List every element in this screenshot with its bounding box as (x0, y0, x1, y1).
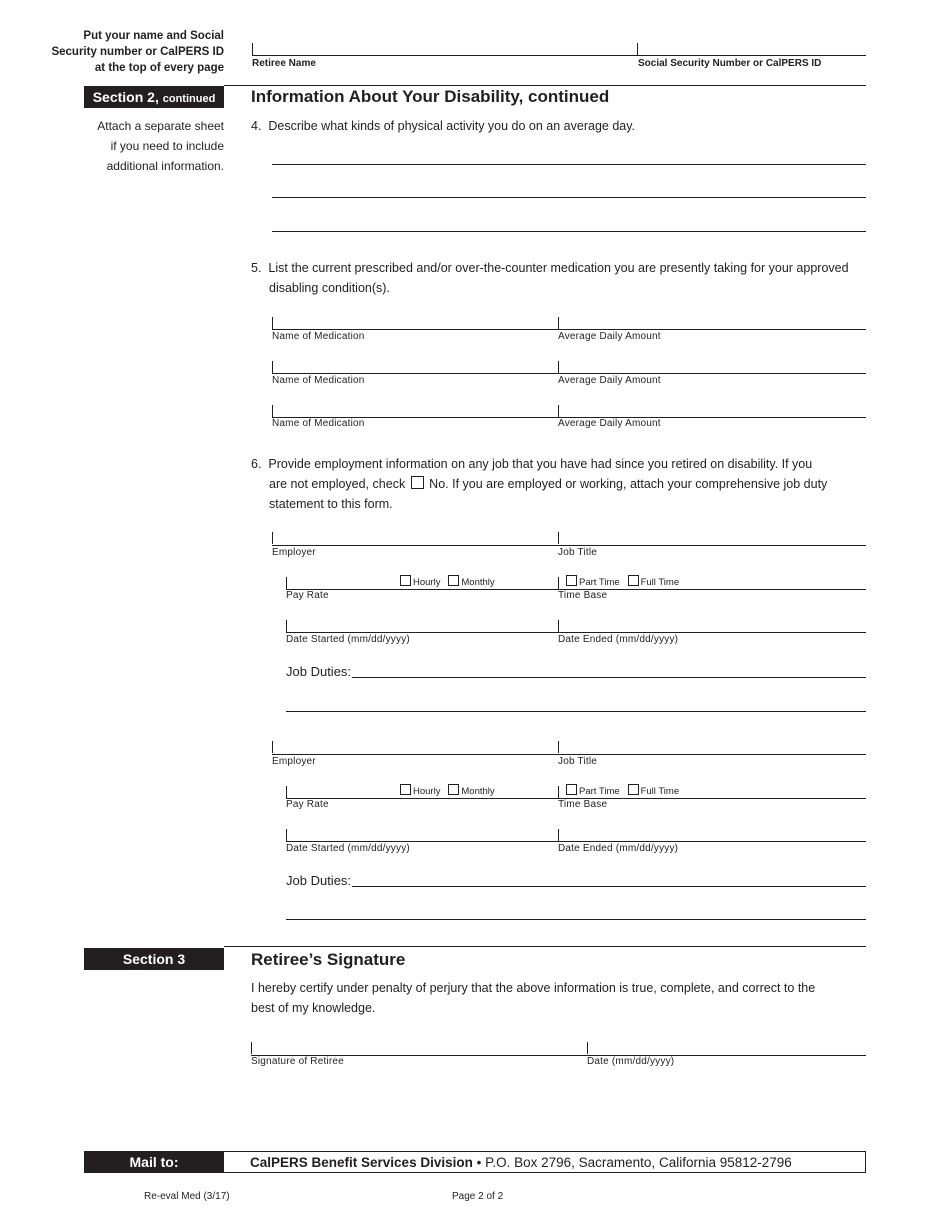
question-number: 4. (251, 119, 262, 133)
employer-field[interactable] (272, 545, 866, 546)
job-duties-line[interactable] (286, 919, 866, 920)
question-text-cont (269, 474, 827, 494)
employer-label: Employer (272, 547, 316, 558)
pay-rate-label: Pay Rate (286, 590, 329, 601)
instruction-line: Security number or CalPERS ID (51, 46, 224, 58)
field-tick (286, 786, 287, 798)
field-tick (558, 532, 559, 544)
field-tick (272, 532, 273, 544)
time-base-options (566, 575, 679, 588)
answer-line[interactable] (272, 197, 866, 198)
attach-note-line: if you need to include (110, 139, 224, 153)
question-text: Provide employment information on any job that you have had since you retired on disability. If you (268, 457, 813, 471)
field-tick (558, 620, 559, 632)
field-tick (558, 577, 559, 589)
certify-text-cont: best of my knowledge. (251, 1001, 376, 1015)
job-title-label: Job Title (558, 756, 598, 767)
answer-line[interactable] (272, 231, 866, 232)
monthly-checkbox[interactable] (448, 784, 459, 795)
field-tick (272, 405, 273, 417)
job-duties-field[interactable] (352, 886, 866, 887)
field-tick (558, 405, 559, 417)
mail-po-box: • P.O. Box 2796, Sacramento, California 95812-2796 (476, 1155, 792, 1170)
job-duties-field[interactable] (352, 677, 866, 678)
date-started-label: Date Started (mm/dd/yyyy) (286, 843, 410, 854)
pay-rate-label: Pay Rate (286, 799, 329, 810)
retiree-name-label: Retiree Name (252, 58, 316, 69)
medication-label: Name of Medication (272, 418, 365, 429)
full-time-label: Full Time (640, 577, 680, 588)
mail-address-box (224, 1151, 866, 1173)
full-time-checkbox[interactable] (628, 575, 639, 586)
field-tick (272, 361, 273, 373)
amount-label: Average Daily Amount (558, 375, 661, 386)
field-tick (252, 43, 253, 55)
retiree-name-field[interactable] (252, 55, 866, 56)
job-title-label: Job Title (558, 547, 598, 558)
date-ended-label: Date Ended (mm/dd/yyyy) (558, 634, 679, 645)
answer-line[interactable] (272, 164, 866, 165)
signature-label: Signature of Retiree (251, 1056, 344, 1067)
employer-label: Employer (272, 756, 316, 767)
question-4 (251, 116, 635, 136)
amount-label: Average Daily Amount (558, 418, 661, 429)
field-tick (558, 317, 559, 329)
section-3-label: Section 3 (84, 948, 224, 970)
medication-label: Name of Medication (272, 331, 365, 342)
attach-note (97, 116, 224, 176)
certify-text: I hereby certify under penalty of perjury that the above information is true, complete, and correct to the (251, 981, 816, 995)
field-tick (286, 577, 287, 589)
time-base-options (566, 784, 679, 797)
question-6 (251, 454, 812, 474)
full-time-label: Full Time (640, 786, 680, 797)
dates-field[interactable] (286, 632, 866, 633)
medication-field[interactable] (272, 329, 866, 330)
attach-note-line: Attach a separate sheet (97, 119, 224, 133)
question-number: 5. (251, 261, 262, 275)
job-duties-line[interactable] (286, 711, 866, 712)
ssn-label: Social Security Number or CalPERS ID (638, 58, 822, 69)
section-divider (224, 85, 866, 86)
attach-note-line: additional information. (106, 159, 224, 173)
field-tick (558, 361, 559, 373)
question-5 (251, 258, 849, 278)
job-duties-label: Job Duties: (286, 664, 352, 679)
pay-type-options (400, 784, 495, 797)
medication-label: Name of Medication (272, 375, 365, 386)
mail-to-label: Mail to: (84, 1151, 224, 1173)
section-divider (224, 946, 866, 947)
question-text-cont: disabling condition(s). (269, 281, 390, 295)
hourly-label: Hourly (413, 577, 441, 588)
part-time-checkbox[interactable] (566, 575, 577, 586)
hourly-checkbox[interactable] (400, 784, 411, 795)
hourly-label: Hourly (413, 786, 441, 797)
page-number: Page 2 of 2 (452, 1191, 504, 1202)
section-2-label (84, 86, 224, 108)
amount-label: Average Daily Amount (558, 331, 661, 342)
instruction-line: Put your name and Social (83, 30, 224, 42)
field-tick (251, 1042, 252, 1054)
field-tick (637, 43, 638, 55)
dates-field[interactable] (286, 841, 866, 842)
field-tick (272, 741, 273, 753)
question-number: 6. (251, 457, 262, 471)
not-employed-checkbox[interactable] (411, 476, 424, 489)
medication-field[interactable] (272, 373, 866, 374)
field-tick (587, 1042, 588, 1054)
question-text: Describe what kinds of physical activity you do on an average day. (268, 119, 636, 133)
question-text-part: are not employed, check (269, 477, 406, 491)
field-tick (272, 317, 273, 329)
question-text-part: No. If you are employed or working, attach your comprehensive job duty (429, 477, 828, 491)
section-2-label-text: Section 2, (92, 89, 159, 105)
form-id: Re-eval Med (3/17) (144, 1191, 230, 1202)
section-2-title: Information About Your Disability, continued (251, 87, 610, 106)
monthly-label: Monthly (461, 577, 495, 588)
instruction-line: at the top of every page (94, 62, 224, 74)
header-instruction (51, 28, 224, 76)
field-tick (286, 620, 287, 632)
field-tick (558, 786, 559, 798)
monthly-label: Monthly (461, 786, 495, 797)
part-time-label: Part Time (579, 577, 620, 588)
field-tick (286, 829, 287, 841)
full-time-checkbox[interactable] (628, 784, 639, 795)
time-base-label: Time Base (558, 590, 608, 601)
part-time-label: Part Time (579, 786, 620, 797)
field-tick (558, 741, 559, 753)
employer-field[interactable] (272, 754, 866, 755)
pay-type-options (400, 575, 495, 588)
section-2-label-suffix: continued (162, 93, 216, 105)
job-duties-label: Job Duties: (286, 873, 352, 888)
time-base-label: Time Base (558, 799, 608, 810)
section-3-title: Retiree’s Signature (251, 950, 406, 969)
field-tick (558, 829, 559, 841)
date-started-label: Date Started (mm/dd/yyyy) (286, 634, 410, 645)
mail-division: CalPERS Benefit Services Division (250, 1155, 473, 1170)
hourly-checkbox[interactable] (400, 575, 411, 586)
question-text-cont: statement to this form. (269, 497, 393, 511)
part-time-checkbox[interactable] (566, 784, 577, 795)
question-text: List the current prescribed and/or over-the-counter medication you are presently taking for your approved (268, 261, 849, 275)
monthly-checkbox[interactable] (448, 575, 459, 586)
date-ended-label: Date Ended (mm/dd/yyyy) (558, 843, 679, 854)
date-label: Date (mm/dd/yyyy) (587, 1056, 675, 1067)
mail-address (224, 1152, 865, 1174)
